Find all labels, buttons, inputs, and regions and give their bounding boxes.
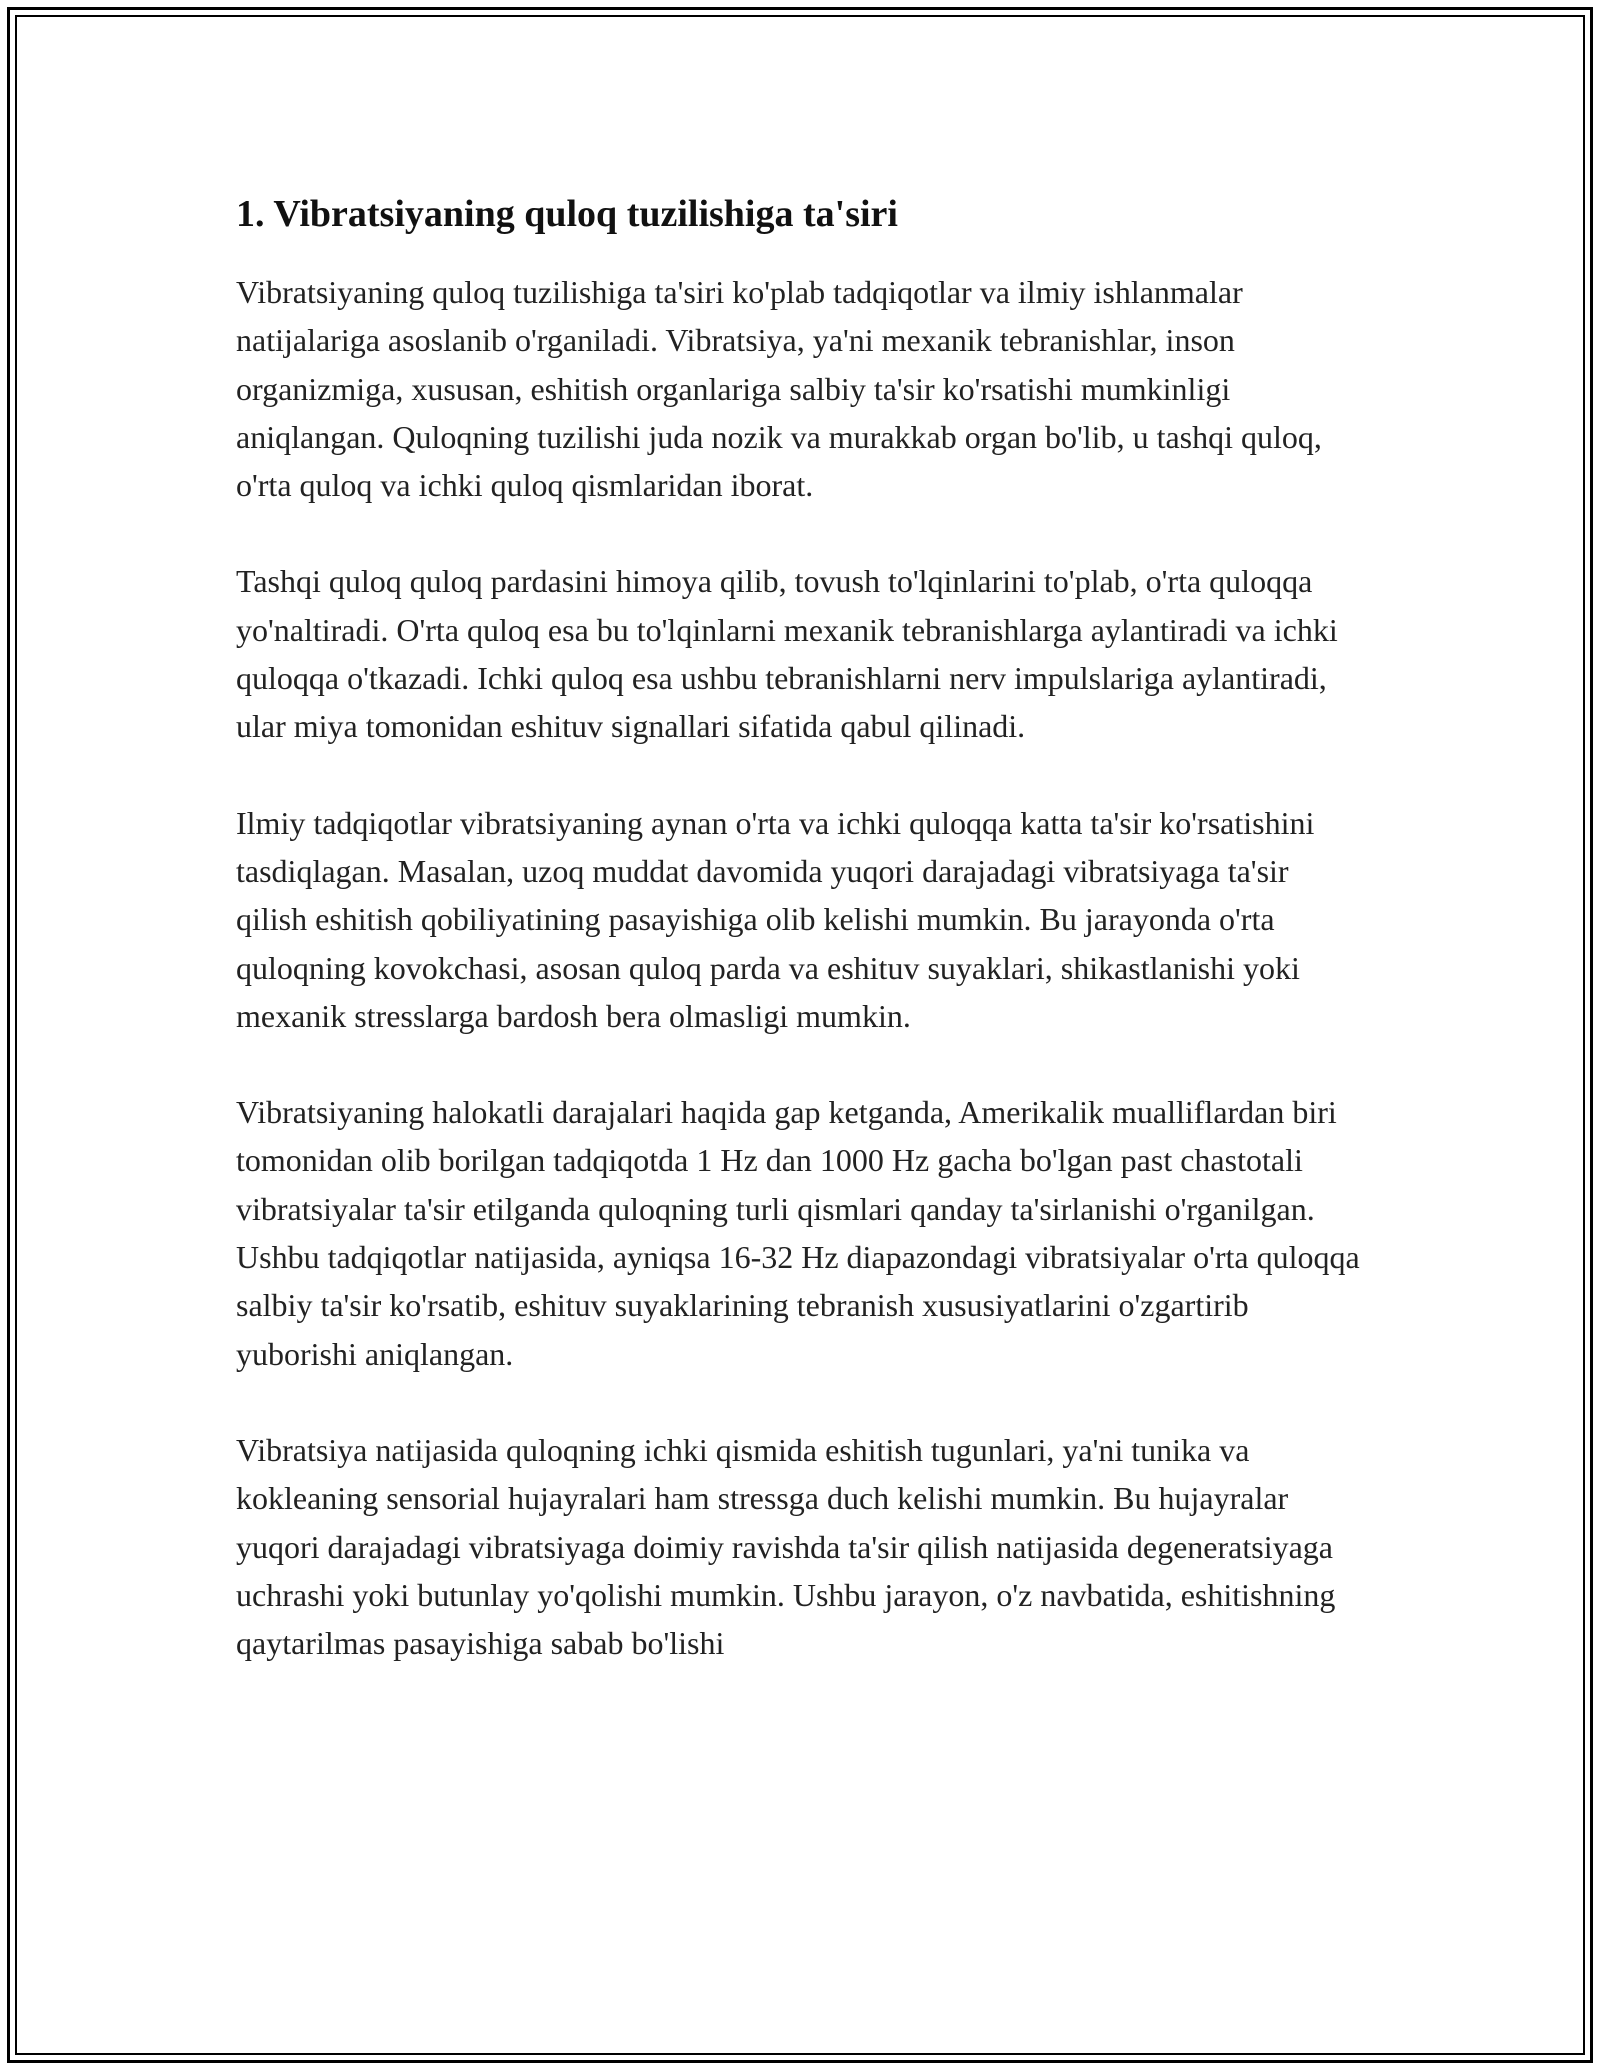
paragraph-2: Tashqi quloq quloq pardasini himoya qilib, tovush to'lqinlarini to'plab, o'rta quloqqa yo'naltiradi. O'rta quloq esa bu to'lqinlarni mexanik tebranishlarga aylantiradi va ichki quloqqa o'tkazadi. Ichki quloq esa ushbu tebranishlarni nerv impulslariga aylantiradi, ular miya tomonidan eshituv signallari sifatida qabul qilinadi. — [236, 563, 1338, 745]
paragraph-4: Vibratsiyaning halokatli darajalari haqida gap ketganda, Amerikalik mualliflardan biri tomonidan olib borilgan tadqiqotda 1 Hz dan 1000 Hz gacha bo'lgan past chastotali vibratsiyalar ta'sir etilganda quloqning turli qismlari qanday ta'sirlanishi o'rganilgan. Ushbu tadqiqotlar natijasida, ayniqsa 16-32 Hz diapazondagi vibratsiyalar o'rta quloqqa salbiy ta'sir ko'rsatib, eshituv suyaklarining tebranish xususiyatlarini o'zgartirib yuborishi aniqlangan. — [236, 1094, 1360, 1372]
paragraph-5: Vibratsiya natijasida quloqning ichki qismida eshitish tugunlari, ya'ni tunika va kokleaning sensorial hujayralari ham stressga duch kelishi mumkin. Bu hujayralar yuqori darajadagi vibratsiyaga doimiy ravishda ta'sir qilish natijasida degeneratsiyaga uchrashi yoki butunlay yo'qolishi mumkin. Ushbu jarayon, o'z navbatida, eshitishning qaytarilmas pasayishiga sabab bo'lishi — [236, 1431, 1336, 1662]
paragraph-1: Vibratsiyaning quloq tuzilishiga ta'siri ko'plab tadqiqotlar va ilmiy ishlanmalar natijalariga asoslanib o'rganiladi. Vibratsiya, ya'ni mexanik tebranishlar, inson organizmiga, xususan, eshitish organlariga salbiy ta'sir ko'rsatishi mumkinligi aniqlangan. Quloqning tuzilishi juda nozik va murakkab organ bo'lib, u tashqi quloq, o'rta quloq va ichki quloq qismlaridan iborat. — [236, 274, 1322, 504]
document-body — [236, 186, 1366, 1715]
paragraph-3: Ilmiy tadqiqotlar vibratsiyaning aynan o'rta va ichki quloqqa katta ta'sir ko'rsatishini tasdiqlagan. Masalan, uzoq muddat davomida yuqori darajadagi vibratsiyaga ta'sir qilish eshitish qobiliyatining pasayishiga olib kelishi mumkin. Bu jarayonda o'rta quloqning kovokchasi, asosan quloq parda va eshituv suyaklari, shikastlanishi yoki mexanik stresslarga bardosh bera olmasligi mumkin. — [236, 804, 1315, 1034]
section-heading: 1. Vibratsiyaning quloq tuzilishiga ta'siri — [236, 193, 898, 235]
